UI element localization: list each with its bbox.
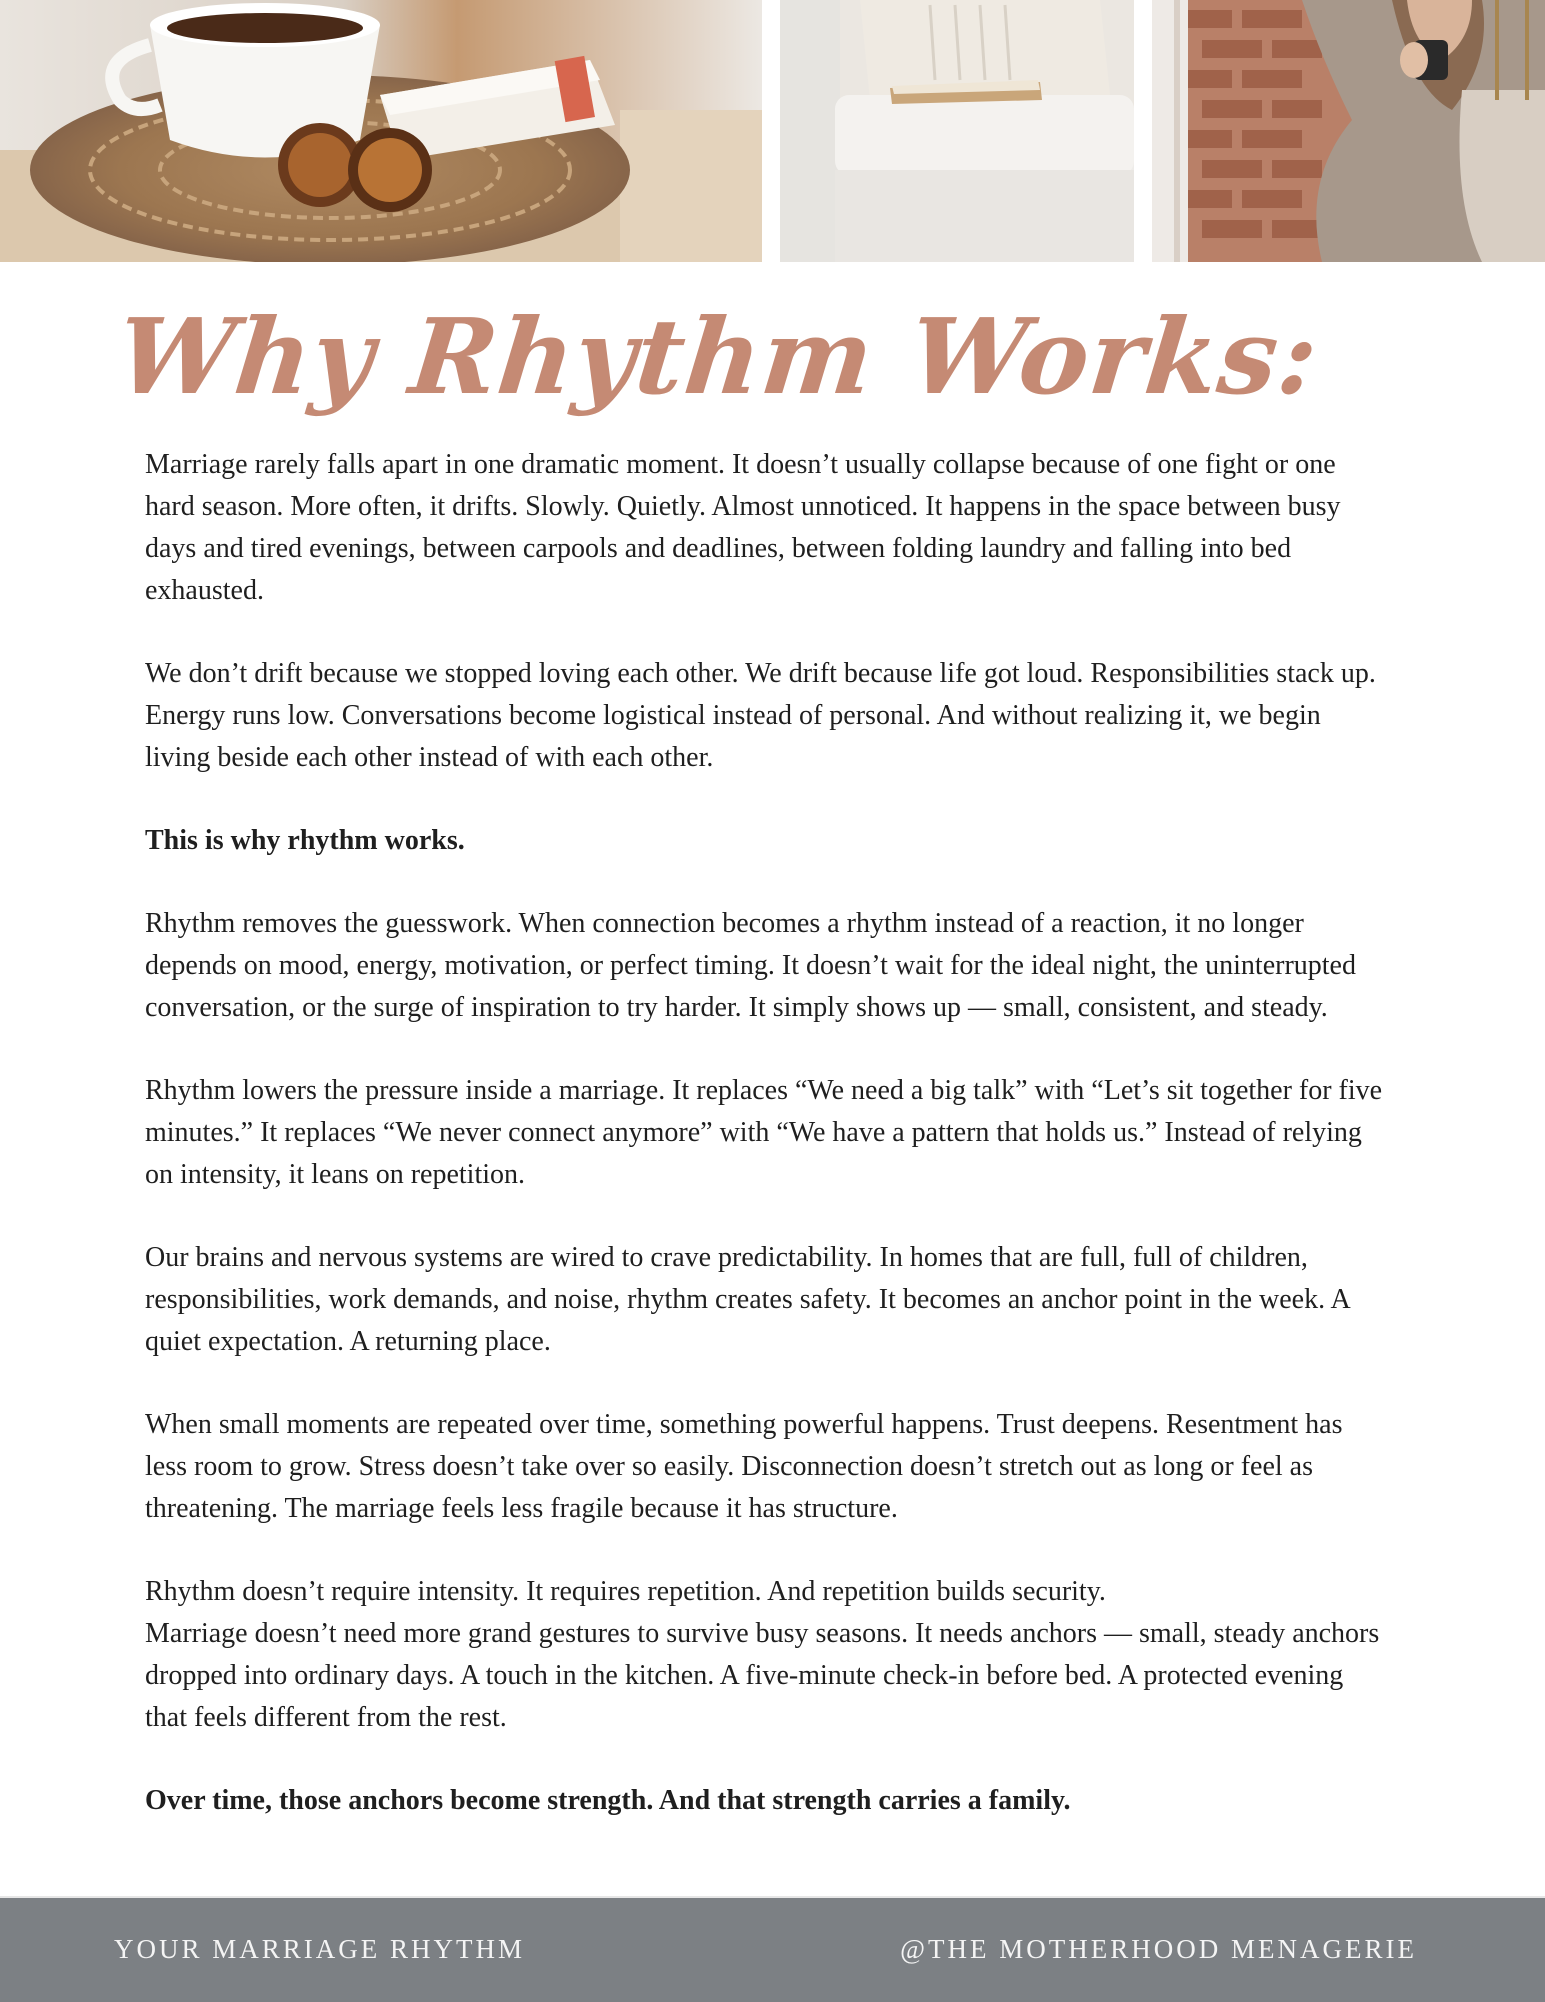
paragraph: When small moments are repeated over time, something powerful happens. Trust deepens. Resentment has less room to grow. Stress doesn’t take over so easily. Disconnection doesn’t stretch out as long or feel as threatening. The marriage feels less fragile because it has structure. [145, 1409, 1343, 1524]
closing-statement: Over time, those anchors become strength. And that strength carries a family. [145, 1785, 1071, 1816]
footer-series-title: YOUR MARRIAGE RHYTHM [114, 1934, 526, 1964]
paragraph: Marriage rarely falls apart in one dramatic moment. It doesn’t usually collapse because of one fight or one hard season. More often, it drifts. Slowly. Quietly. Almost unnoticed. It happens in the space between busy days and tired evenings, between carpools and deadlines, between folding laundry and falling into bed exhausted. [145, 449, 1341, 606]
paragraph: Rhythm lowers the pressure inside a marriage. It replaces “We need a big talk” with “Let’s sit together for five minutes.” It replaces “We never connect anymore” with “We have a pattern that holds us.” Instead of relying on intensity, it leans on repetition. [145, 1075, 1383, 1190]
paragraph: We don’t drift because we stopped loving each other. We drift because life got loud. Responsibilities stack up. Energy runs low. Conversations become logistical instead of personal. And without realizing it, we begin living beside each other instead of with each other. [145, 658, 1376, 773]
page-title: Why Rhythm Works: [111, 295, 1325, 418]
paragraph: Our brains and nervous systems are wired to crave predictability. In homes that are full, full of children, responsibilities, work demands, and noise, rhythm creates safety. It becomes an anchor point in the week. A quiet expectation. A returning place. [145, 1242, 1350, 1357]
paragraph: Rhythm removes the guesswork. When connection becomes a rhythm instead of a reaction, it no longer depends on mood, energy, motivation, or perfect timing. It doesn’t wait for the ideal night, the uninterrupted conversation, or the surge of inspiration to try harder. It simply shows up — small, consistent, and steady. [145, 908, 1356, 1023]
footer-brand-handle: @THE MOTHERHOOD MENAGERIE [900, 1934, 1417, 1964]
coffee-cup-book-photo [0, 0, 762, 262]
white-sofa-book-photo [780, 0, 1134, 262]
emphasis-heading: This is why rhythm works. [145, 825, 465, 856]
article-body [145, 444, 1385, 1863]
paragraph: Marriage doesn’t need more grand gestures to survive busy seasons. It needs anchors — small, steady anchors dropped into ordinary days. A touch in the kitchen. A five-minute check-in before bed. A protected evening that feels different from the rest. [145, 1618, 1380, 1733]
paragraph: Rhythm doesn’t require intensity. It requires repetition. And repetition builds security. [145, 1576, 1106, 1607]
woman-holding-mug-photo [1152, 0, 1545, 262]
footer-bar [0, 1896, 1545, 2002]
